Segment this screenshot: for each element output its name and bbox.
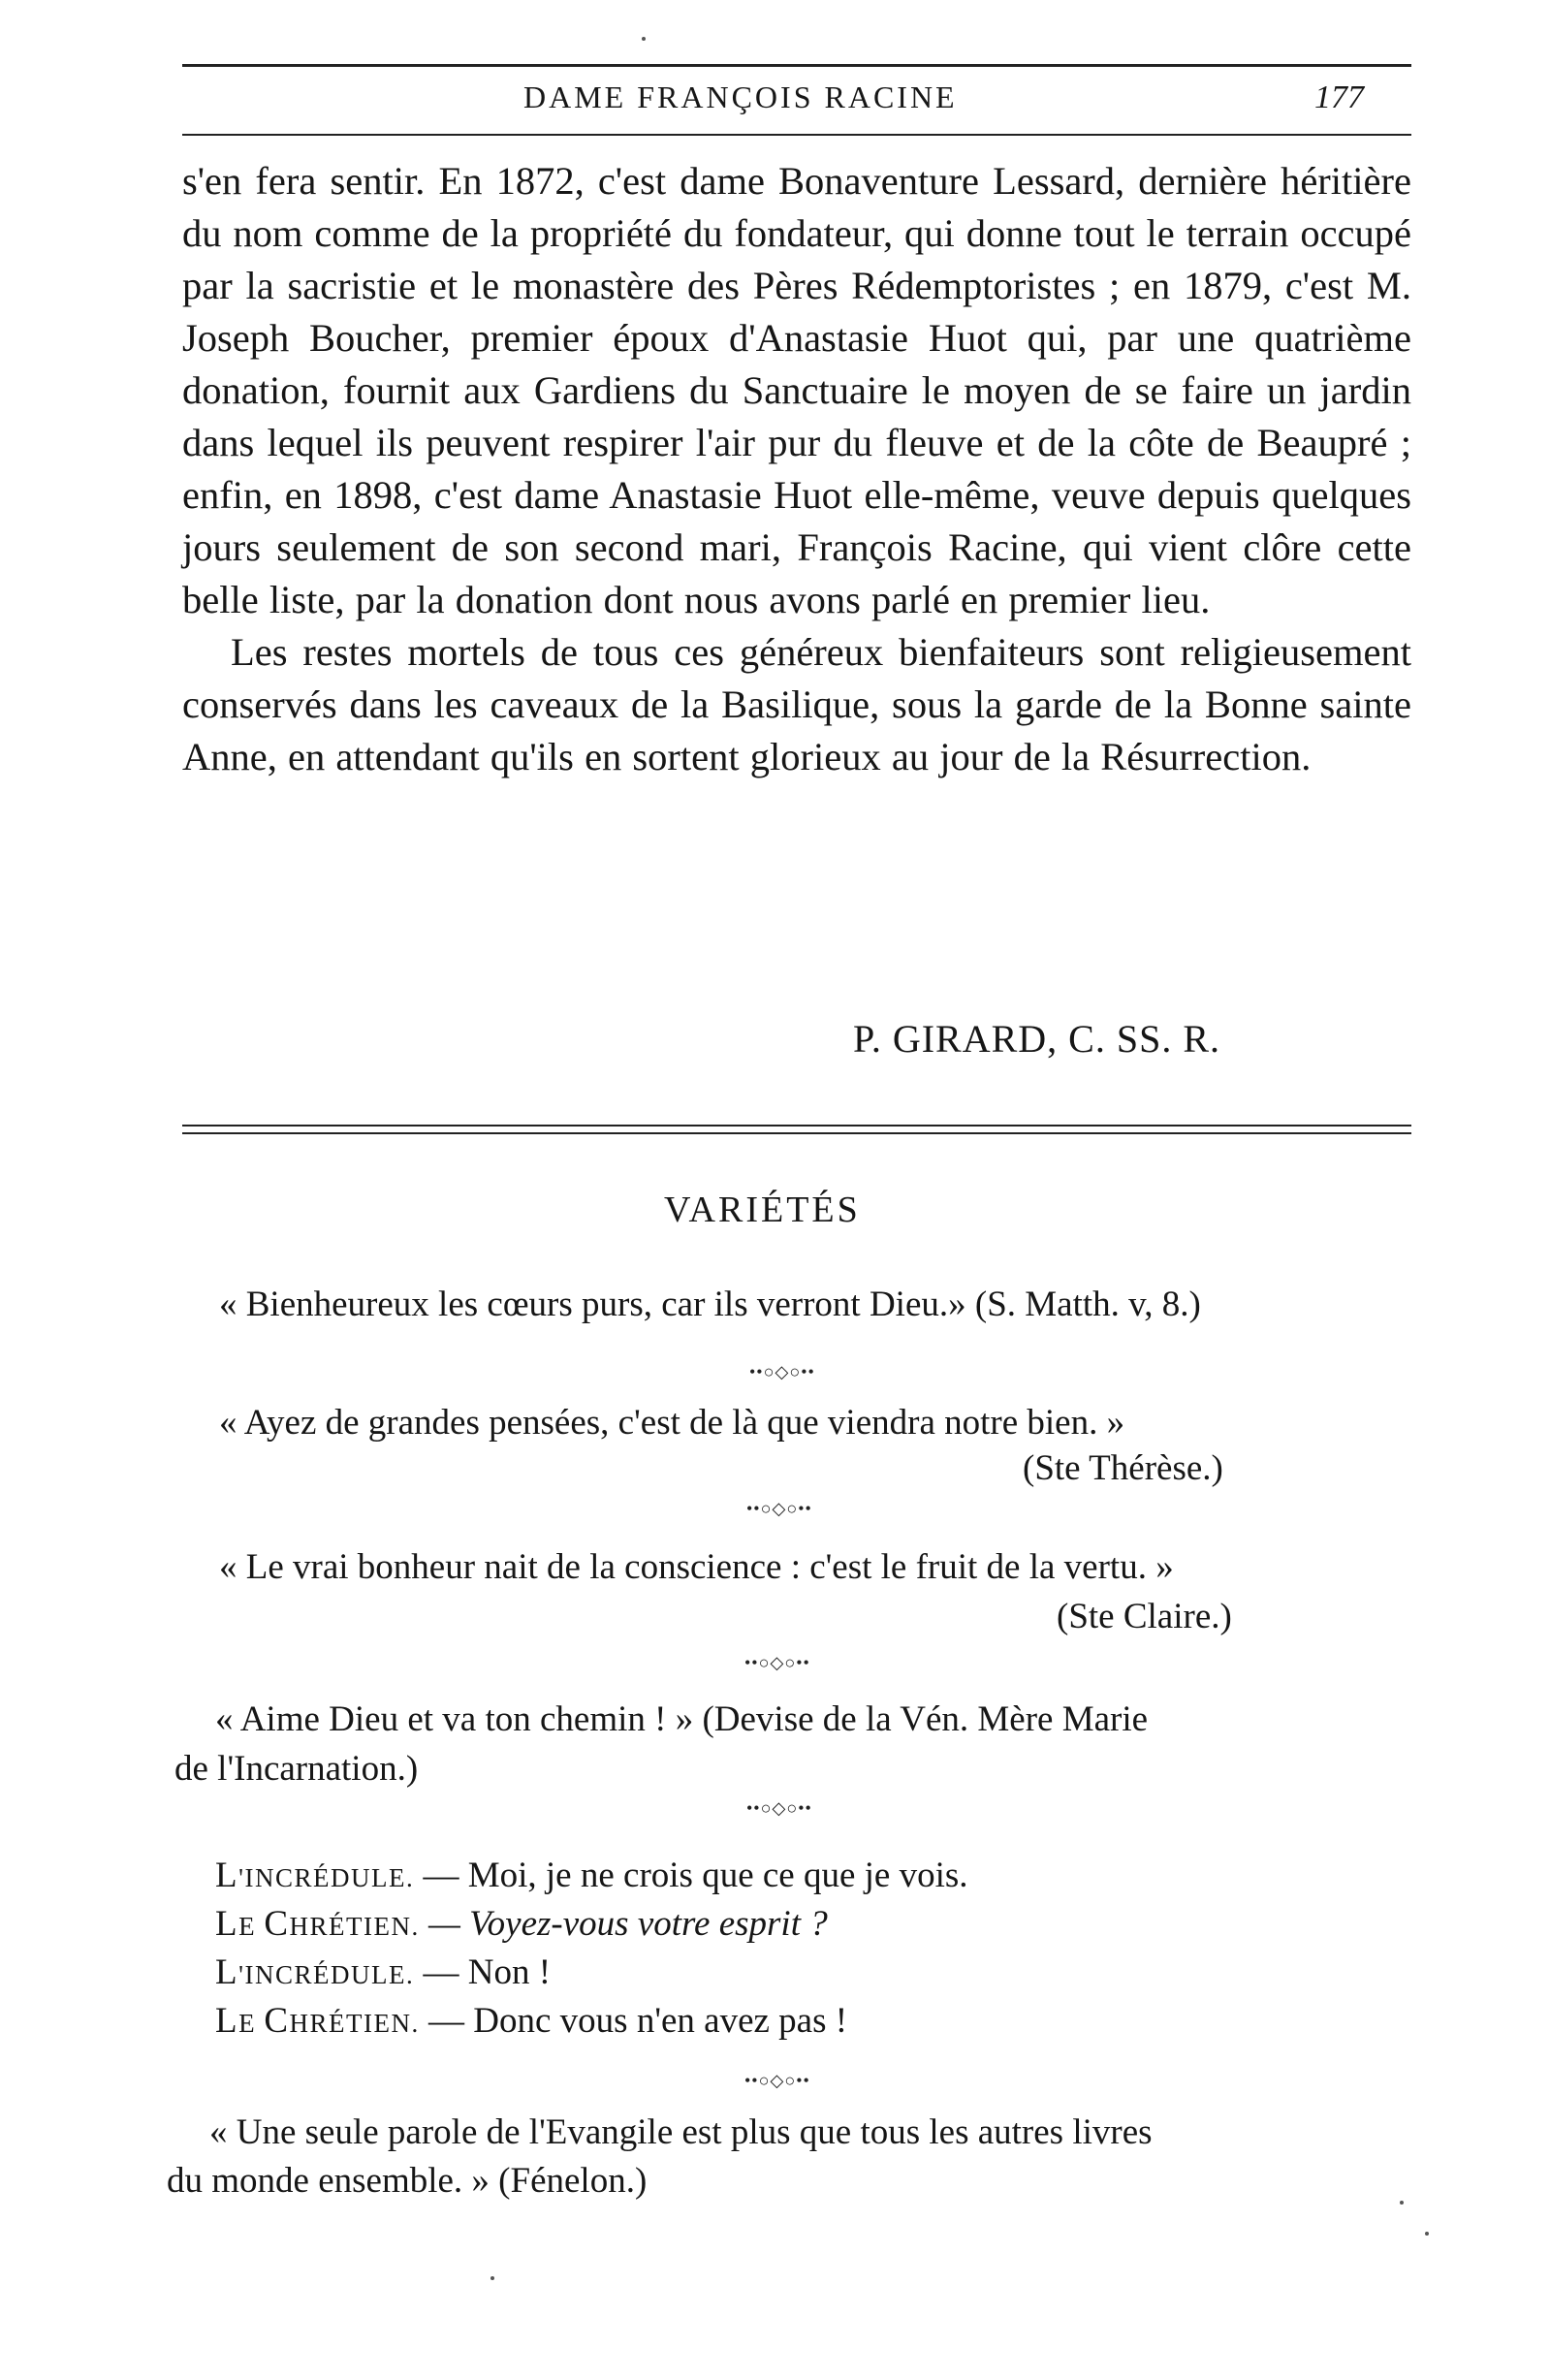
dialogue-speaker: LE CHRÉTIEN.: [215, 1904, 420, 1944]
section-separator-rule: [182, 1125, 1411, 1127]
article-body: [182, 155, 1411, 783]
print-speck: [1400, 2201, 1404, 2205]
quote-line: « Ayez de grandes pensées, c'est de là que viendra notre bien. »: [219, 1403, 1125, 1443]
quote-line: du monde ensemble. » (Fénelon.): [167, 2161, 648, 2201]
dialogue-text: — Voyez-vous votre esprit ?: [428, 1904, 828, 1944]
section-title: VARIÉTÉS: [664, 1190, 861, 1230]
dialogue-speaker: L'INCRÉDULE.: [215, 1952, 415, 1992]
author-signature: P. GIRARD, C. SS. R.: [853, 1017, 1221, 1061]
ornament-divider: ••○◇○••: [746, 1798, 812, 1818]
quote-line: de l'Incarnation.): [174, 1749, 419, 1789]
section-separator-rule: [182, 1132, 1411, 1134]
print-speck: [490, 2276, 494, 2280]
header-bottom-rule: [182, 134, 1411, 136]
dialogue-text: — Non !: [423, 1952, 552, 1992]
ornament-divider: ••○◇○••: [744, 1653, 810, 1672]
dialogue-text: — Moi, je ne crois que ce que je vois.: [423, 1856, 968, 1895]
print-speck: [642, 37, 646, 41]
dialogue-line: [215, 2000, 847, 2042]
dialogue-line: [215, 1952, 551, 1993]
ornament-divider: ••○◇○••: [749, 1362, 815, 1381]
quote-line: « Bienheureux les cœurs purs, car ils verront Dieu.» (S. Matth. v, 8.): [219, 1285, 1201, 1324]
ornament-divider: ••○◇○••: [746, 1499, 812, 1518]
dialogue-line: [215, 1855, 968, 1896]
dialogue-speaker: LE CHRÉTIEN.: [215, 2001, 420, 2041]
dialogue-line: [215, 1903, 828, 1945]
dialogue-text: — Donc vous n'en avez pas !: [428, 2001, 848, 2041]
quote-line: « Aime Dieu et va ton chemin ! » (Devise de la Vén. Mère Marie: [215, 1699, 1149, 1739]
print-speck: [1425, 2232, 1429, 2236]
running-header-title: DAME FRANÇOIS RACINE: [523, 79, 958, 114]
header-top-rule: [182, 64, 1411, 67]
quote-line: « Une seule parole de l'Evangile est plus que tous les autres livres: [209, 2112, 1153, 2152]
paragraph: Les restes mortels de tous ces généreux bienfaiteurs sont religieusement conservés dans les caveaux de la Basilique, sous la garde de la Bonne sainte Anne, en attendant qu'ils en sortent glorieux au jour de la Résurrection.: [182, 630, 1411, 778]
dialogue-speaker: L'INCRÉDULE.: [215, 1856, 415, 1895]
quote-line: « Le vrai bonheur nait de la conscience : c'est le fruit de la vertu. »: [219, 1547, 1174, 1587]
quote-attribution: (Ste Claire.): [1057, 1597, 1232, 1636]
page-number: 177: [1314, 79, 1364, 115]
paragraph: s'en fera sentir. En 1872, c'est dame Bonaventure Lessard, dernière héritière du nom comme de la propriété du fondateur, qui donne tout le terrain occupé par la sacristie et le monastère des Pères Rédemptoristes ; en 1879, c'est M. Joseph Boucher, premier époux d'Anastasie Huot qui, par une quatrième donation, fournit aux Gardiens du Sanctuaire le moyen de se faire un jardin dans lequel ils peuvent respirer l'air pur du fleuve et de la côte de Beaupré ; enfin, en 1898, c'est dame Anastasie Huot elle-même, veuve depuis quelques jours seulement de son second mari, François Racine, qui vient clôre cette belle liste, par la donation dont nous avons parlé en premier lieu.: [182, 159, 1411, 621]
ornament-divider: ••○◇○••: [744, 2071, 810, 2090]
quote-attribution: (Ste Thérèse.): [1023, 1448, 1223, 1488]
